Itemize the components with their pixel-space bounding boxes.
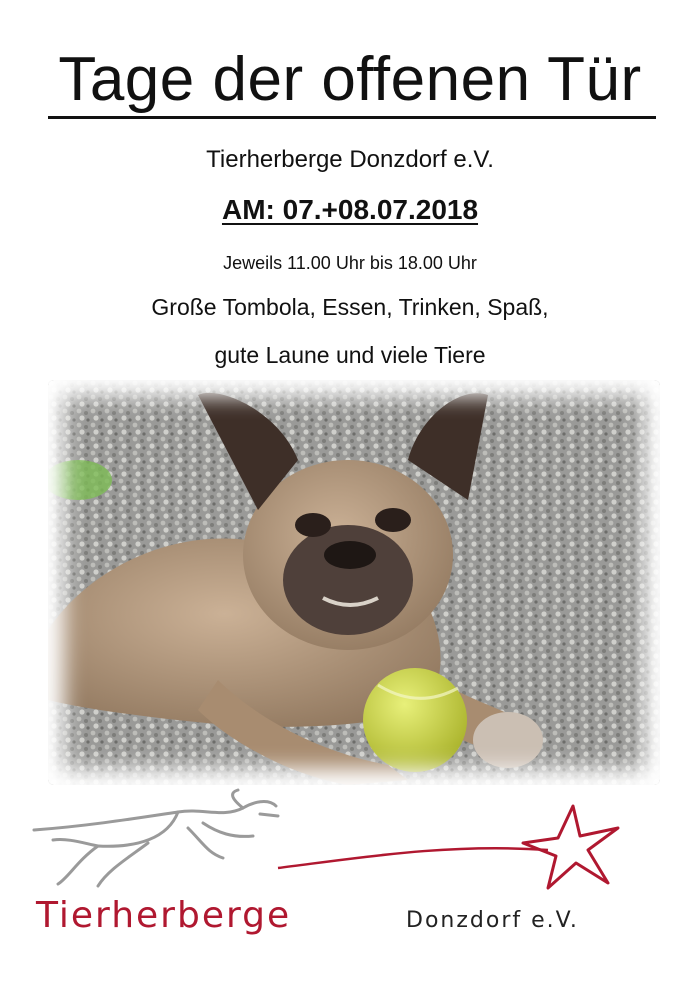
- event-date-text: AM: 07.+08.07.2018: [221, 194, 479, 225]
- logo-subtitle: Donzdorf e.V.: [406, 908, 579, 933]
- page-title: Tage der offenen Tür: [58, 45, 642, 114]
- dog-photo: [48, 380, 660, 785]
- swoosh-line: [278, 848, 548, 868]
- running-dog-line-icon: [34, 790, 278, 886]
- star-outline-icon: [523, 806, 618, 888]
- opening-hours: Jeweils 11.00 Uhr bis 18.00 Uhr: [223, 253, 477, 273]
- highlights-line-2: gute Laune und viele Tiere: [214, 342, 486, 368]
- organization-name: Tierherberge Donzdorf e.V.: [206, 146, 494, 173]
- title-underline: [48, 116, 656, 119]
- event-date: [0, 194, 700, 226]
- dog-with-ball-illustration: [48, 380, 660, 785]
- highlights-line-1: Große Tombola, Essen, Trinken, Spaß,: [151, 294, 549, 320]
- logo-name: Tierherberge: [36, 895, 292, 936]
